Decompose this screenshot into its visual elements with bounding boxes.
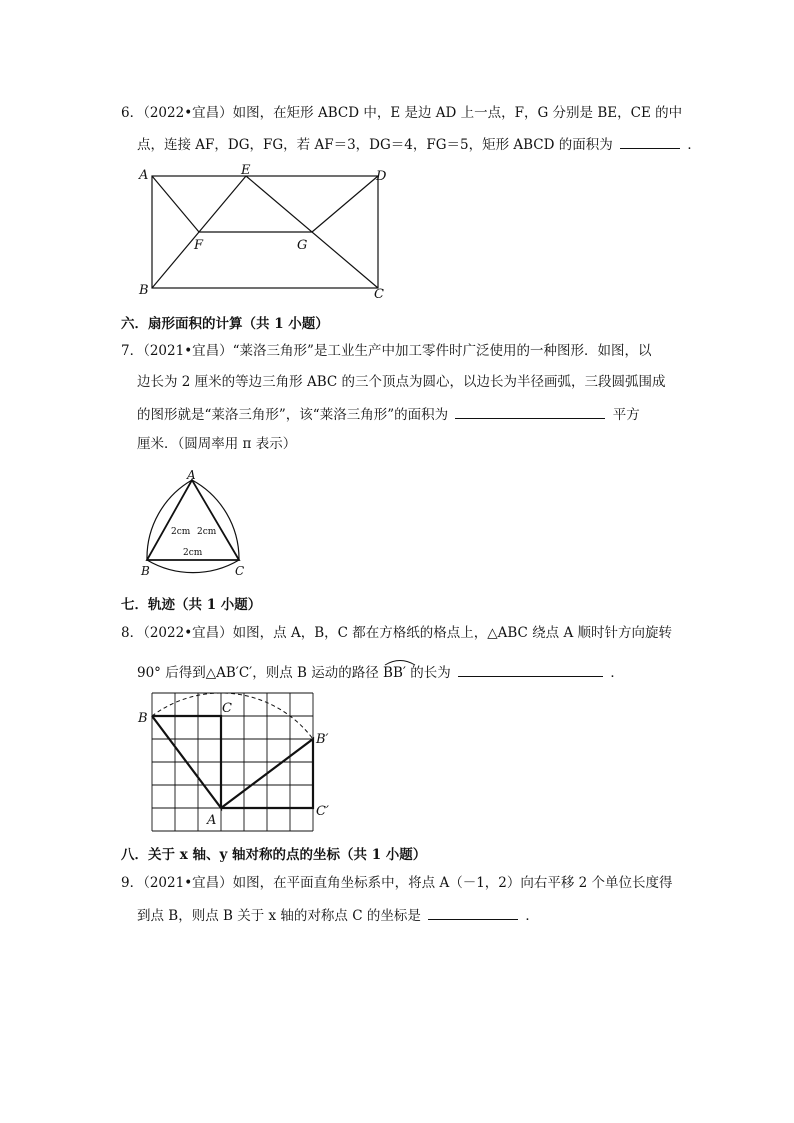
q8-line2 (137, 662, 624, 682)
q7-line1: 7．（2021•宜昌）“莱洛三角形”是工业生产中加工零件时广泛使用的一种图形．如图，以 (121, 343, 652, 359)
section-7-title: 七．轨迹（共 1 小题） (121, 597, 262, 613)
segment-af (152, 176, 199, 232)
q7-reuleaux-figure (135, 465, 255, 580)
q8-line2-text-b: 的长为 (410, 665, 451, 681)
label-b: B (139, 283, 149, 298)
q7-line2: 边长为 2 厘米的等边三角形 ABC 的三个顶点为圆心，以边长为半径画弧，三段圆弧围成 (137, 374, 666, 390)
section-6-title: 六．扇形面积的计算（共 1 小题） (121, 316, 329, 332)
q6-line1: 6．（2022•宜昌）如图，在矩形 ABCD 中，E 是边 AD 上一点，F，G 分别是 BE，CE 的中 (121, 105, 683, 121)
q7-line3-unit: 平方 (612, 407, 640, 423)
q6-rectangle-figure (130, 160, 400, 305)
q9-line2-text: 到点 B，则点 B 关于 x 轴的对称点 C 的坐标是 (137, 908, 421, 924)
q6-line2 (137, 134, 701, 154)
q8-arc-label: BB′ (383, 665, 406, 681)
q7-line3-text: 的图形就是“莱洛三角形”，该“莱洛三角形”的面积为 (137, 407, 449, 423)
q9-answer-blank[interactable] (428, 905, 518, 920)
q8-line2-text: 90° 后得到△AB′C′，则点 B 运动的路径 (137, 665, 379, 681)
q6-line2-text: 点，连接 AF，DG，FG，若 AF＝3，DG＝4，FG＝5，矩形 ABCD 的面积为 (137, 137, 613, 153)
q9-end: ． (525, 908, 539, 924)
label-a: A (207, 813, 217, 828)
label-a: A (187, 468, 196, 482)
label-b-prime: B′ (316, 732, 329, 747)
q7-answer-blank[interactable] (455, 404, 605, 419)
label-side-bc: 2cm (183, 548, 203, 558)
q6-end: ． (687, 137, 701, 153)
section-8-title: 八．关于 x 轴、y 轴对称的点的坐标（共 1 小题） (121, 847, 427, 863)
label-a: A (139, 168, 149, 183)
q8-end: ． (610, 665, 624, 681)
label-f: F (194, 238, 204, 253)
q7-line3 (137, 404, 640, 424)
q9-line2 (137, 905, 539, 925)
q8-answer-blank[interactable] (458, 662, 603, 677)
q8-line1: 8．（2022•宜昌）如图，点 A，B，C 都在方格纸的格点上，△ABC 绕点 A 顺时针方向旋转 (121, 625, 672, 641)
label-c: C (235, 564, 245, 578)
q9-line1: 9．（2021•宜昌）如图，在平面直角坐标系中，将点 A（－1，2）向右平移 2 个单位长度得 (121, 875, 673, 891)
q6-answer-blank[interactable] (620, 134, 680, 149)
label-d: D (376, 169, 387, 184)
label-b: B (138, 711, 148, 726)
q8-arc-notation (383, 664, 406, 682)
arc-overline-icon (383, 658, 417, 666)
label-c: C (374, 287, 384, 302)
q7-line4: 厘米．（圆周率用 π 表示） (137, 436, 297, 452)
label-e: E (241, 163, 251, 178)
segment-dg (312, 176, 378, 232)
label-side-ab: 2cm (171, 527, 191, 537)
label-c: C (222, 701, 232, 716)
arc-bc (147, 560, 239, 573)
label-side-ac: 2cm (197, 527, 217, 537)
label-b: B (141, 564, 150, 578)
q8-grid-figure (130, 688, 345, 836)
label-c-prime: C′ (316, 804, 329, 819)
label-g: G (297, 238, 308, 253)
